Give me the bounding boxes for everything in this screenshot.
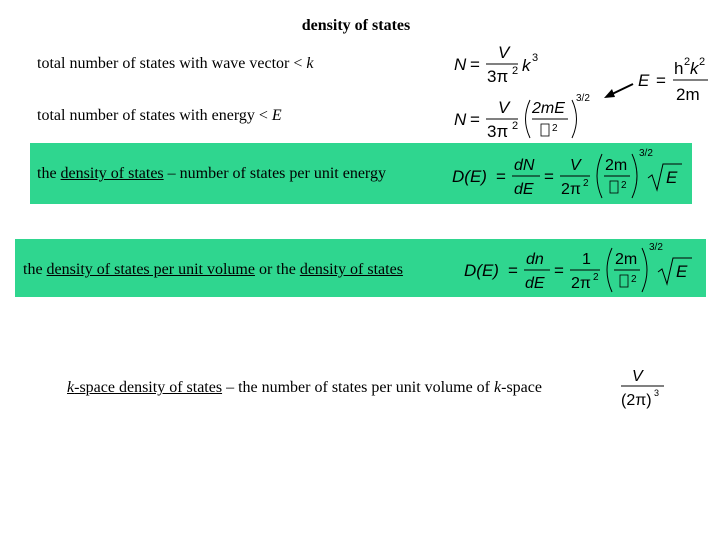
eq1-numerator: V [498,43,510,62]
eq2-equals: = [470,110,480,129]
eq2-inner-numerator: 2mE [532,100,565,117]
row5-k-var: k [67,379,75,396]
eq3-right-paren [632,154,637,198]
eq1-denominator: 3π [487,67,509,86]
eq4-d-denominator: dE [525,275,545,292]
eq3-root-arg: E [666,168,678,187]
equation-energy-dispersion [636,52,716,113]
eq1-var-exponent: 3 [532,52,539,64]
eq3-denominator: 2π [561,181,581,198]
row5-k-var-2: k [494,379,502,396]
eq5-den-exponent: 3 [654,388,660,398]
eq3-numerator: V [570,157,581,174]
row1-var: k [306,55,314,72]
eq3-hbar-glyph-icon [610,181,618,193]
eq4-inner-den-exponent: 2 [631,274,637,285]
row4-underlined-term-2: density of states [299,261,403,278]
eq4-den-exponent: 2 [593,272,599,283]
eq3-left-paren [597,154,602,198]
energy-num-k-exponent: 2 [699,56,706,68]
eq5-numerator: V [632,368,643,385]
eq4-equals-1: = [508,261,518,280]
eq4-lhs: D(E) [464,261,499,280]
eq2-left-paren [526,100,531,138]
row5-text [67,379,542,397]
row2-label: total number of states with energy < [37,107,272,124]
equation-density-of-states [450,148,690,207]
eq4-d-numerator: dn [526,251,544,268]
row2-text [37,107,282,125]
equation-density-per-volume [462,242,702,301]
eq4-right-paren [642,248,647,292]
eq3-d-denominator: dE [514,181,534,198]
eq2-denominator: 3π [487,122,509,141]
eq3-lhs: D(E) [452,167,487,186]
energy-num-k: k [690,59,699,78]
eq1-var: k [522,56,531,75]
eq2-lhs: N [454,110,467,129]
eq4-equals-2: = [554,261,564,280]
eq3-inner-den-exponent: 2 [621,180,627,191]
eq2-den-exponent: 2 [512,120,519,132]
eq3-d-numerator: dN [514,157,535,174]
eq4-denominator: 2π [571,275,591,292]
eq3-power: 3/2 [639,148,653,159]
energy-num-h: h [674,59,684,78]
energy-lhs: E [638,71,650,90]
row3-pre: the [37,165,61,182]
eq1-lhs: N [454,55,467,74]
eq3-den-exponent: 2 [583,178,589,189]
eq3-inner-numerator: 2m [605,157,628,174]
row3-text [37,165,386,183]
eq4-inner-numerator: 2m [615,251,638,268]
eq4-root-arg: E [676,262,688,281]
eq3-equals-2: = [544,167,554,186]
row5-underlined-term [67,379,222,396]
row2-var: E [271,107,282,124]
row5-mid: – the number of states per unit volume of [222,379,494,396]
energy-num-h-exponent: 2 [684,56,691,68]
slide-title: density of states [301,17,411,34]
row4-pre: the [23,261,47,278]
row1-label: total number of states with wave vector < [37,55,307,72]
row1-text [37,55,314,73]
equation-states-below-energy [450,92,600,149]
eq2-right-paren [572,100,577,138]
row3-post: – number of states per unit energy [163,165,386,182]
energy-denominator: 2m [676,85,700,104]
eq4-left-paren [607,248,612,292]
eq3-equals-1: = [496,167,506,186]
eq4-hbar-glyph-icon [620,275,628,287]
eq1-equals: = [470,55,480,74]
row4-mid: or the [254,261,300,278]
eq2-hbar-glyph-icon [541,124,549,136]
row4-underlined-term-1: density of states per unit volume [46,261,255,278]
eq4-power: 3/2 [649,242,663,253]
eq1-den-exponent: 2 [512,65,519,77]
eq4-numerator: 1 [582,251,591,268]
eq2-numerator: V [498,98,510,117]
row5-tail: -space [501,379,542,396]
equation-k-space-density [618,364,678,419]
arrow-icon [600,80,640,109]
row5-underlined-rest: -space density of states [74,379,223,396]
row3-underlined-term: density of states [60,165,164,182]
eq2-power: 3/2 [576,93,590,104]
eq5-denominator: (2π) [621,392,652,409]
equation-states-below-k [450,40,560,95]
eq2-inner-den-exponent: 2 [552,123,558,134]
energy-equals: = [656,71,666,90]
row4-text [23,261,403,279]
